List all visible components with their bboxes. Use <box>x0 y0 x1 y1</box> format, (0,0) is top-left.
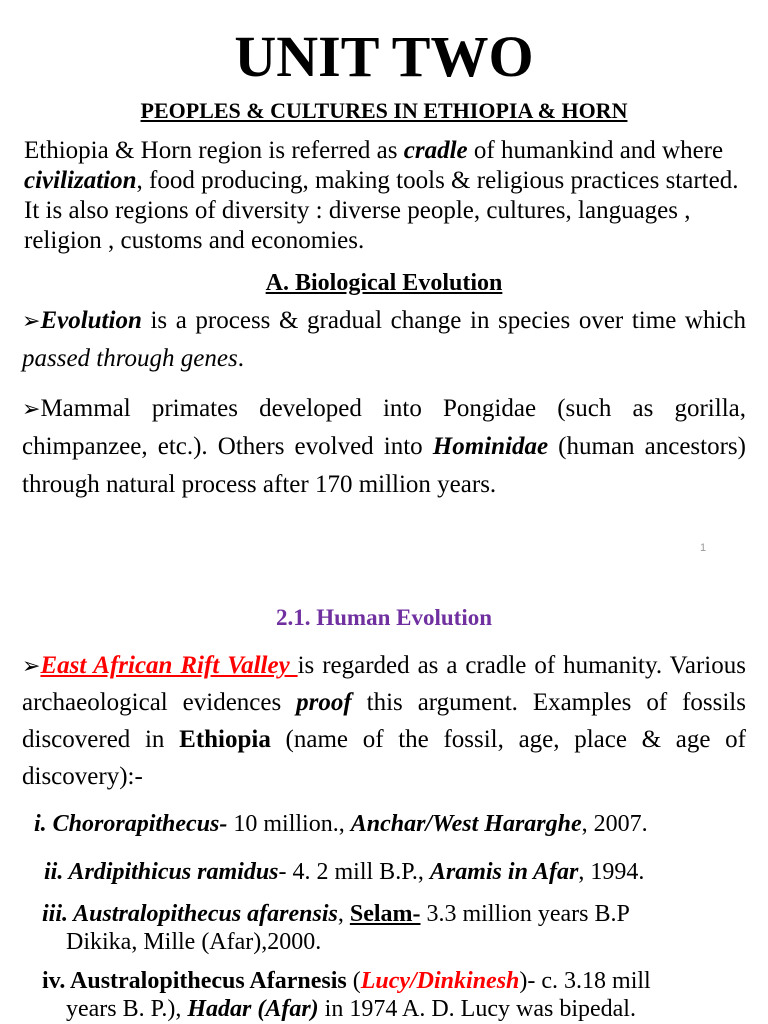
arrow-bullet-icon: ➢ <box>22 653 41 678</box>
fossil-item-lucy: iv. Australopithecus Afarnesis (Lucy/Dinkinesh)- c. 3.18 mill <box>42 968 651 994</box>
rift-valley-term: East African Rift Valley <box>40 652 298 679</box>
bullet-rift-valley: ➢East African Rift Valley is regarded as a cradle of humanity. Various archaeological evidences proof this argument. Examples of fossils discovered in Ethiopia (name of the fossil, age, place & age of discovery):- <box>22 652 747 790</box>
lucy-term: Lucy/Dinkinesh <box>360 968 520 994</box>
section-heading-biological-evolution: A. Biological Evolution <box>265 270 503 296</box>
arrow-bullet-icon: ➢ <box>22 308 41 333</box>
subtitle: PEOPLES & CULTURES IN ETHIOPIA & HORN <box>140 98 628 123</box>
fossil-item-selam-line2: Dikika, Mille (Afar),2000. <box>66 929 322 955</box>
bullet-evolution: ➢Evolution is a process & gradual change in species over time which passed through genes. <box>22 307 746 372</box>
intro-paragraph: Ethiopia & Horn region is referred as cradle of humankind and where civilization, food producing, making tools & religious practices started. It is also regions of diversity : diverse people, cultures, languages , religion , customs and economies. <box>24 137 739 254</box>
page-number: 1 <box>700 542 707 554</box>
page-title: UNIT TWO <box>234 24 534 89</box>
arrow-bullet-icon: ➢ <box>22 396 41 421</box>
section-heading-human-evolution: 2.1. Human Evolution <box>276 605 492 630</box>
fossil-item-lucy-line2: years B. P.), Hadar (Afar) in 1974 A. D. Lucy was bipedal. <box>66 996 636 1022</box>
fossil-item-selam: iii. Australopithecus afarensis, Selam- 3.3 million years B.P <box>42 901 630 927</box>
fossil-item-chororapithecus: i. Chororapithecus- 10 million., Anchar/West Hararghe, 2007. <box>34 811 648 837</box>
civilization-term: civilization <box>24 167 137 194</box>
bullet-mammal-primates: ➢Mammal primates developed into Pongidae (such as gorilla, chimpanzee, etc.). Others evolved into Hominidae (human ancestors) through natural process after 170 million years. <box>22 395 746 498</box>
fossil-item-ardipithicus: ii. Ardipithicus ramidus- 4. 2 mill B.P., Aramis in Afar, 1994. <box>44 859 645 885</box>
cradle-term: cradle <box>403 137 468 164</box>
